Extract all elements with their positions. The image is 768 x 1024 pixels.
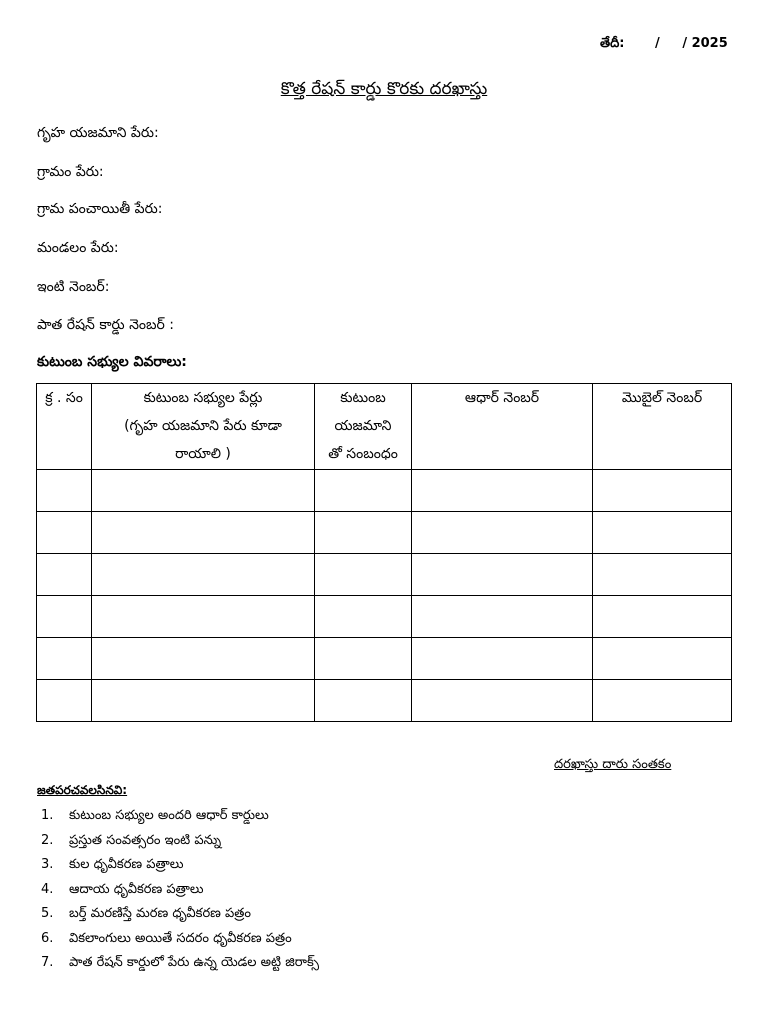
list-item	[37, 880, 319, 905]
table-cell[interactable]	[37, 554, 92, 596]
list-number: 7.	[41, 955, 54, 970]
table-cell[interactable]	[593, 680, 732, 722]
table-header-row	[37, 384, 732, 470]
table-cell[interactable]	[92, 512, 315, 554]
col-mobile	[593, 384, 732, 470]
col-member-names	[92, 384, 315, 470]
col-relation	[315, 384, 412, 470]
table-cell[interactable]	[315, 596, 412, 638]
list-text: కుల ధృవీకరణ పత్రాలు	[69, 857, 184, 872]
table-row	[37, 638, 732, 680]
table-row	[37, 554, 732, 596]
list-number: 5.	[41, 906, 54, 921]
list-number: 2.	[41, 832, 54, 848]
header-line: తో సంబంధం	[328, 446, 398, 462]
table-cell[interactable]	[37, 596, 92, 638]
list-item	[37, 831, 319, 856]
header-line: కుటుంబ	[340, 390, 386, 406]
list-text: కుటుంబ సభ్యుల అందరి ఆధార్ కార్డులు	[69, 808, 269, 823]
table-cell[interactable]	[412, 512, 593, 554]
date-year: / 2025	[682, 36, 728, 51]
field-mandal-name: మండలం పేరు:	[37, 240, 119, 256]
field-owner-name: గృహ యజమాని పేరు:	[37, 125, 159, 141]
date-label: తేదీ:	[600, 36, 625, 51]
list-text: ప్రస్తుత సంవత్సరం ఇంటి పన్ను	[69, 832, 222, 848]
date-line	[600, 36, 728, 54]
header-line: మొబైల్ నెంబర్	[621, 390, 703, 406]
table-cell[interactable]	[412, 596, 593, 638]
header-line: కుటుంబ సభ్యుల పేర్లు	[143, 390, 263, 406]
field-panchayat-name: గ్రామ పంచాయితీ పేరు:	[37, 201, 163, 217]
table-cell[interactable]	[315, 470, 412, 512]
table-cell[interactable]	[92, 554, 315, 596]
table-cell[interactable]	[92, 680, 315, 722]
attachments-heading: జతపరచవలసినవి:	[37, 783, 128, 797]
table-cell[interactable]	[315, 554, 412, 596]
col-aadhaar	[412, 384, 593, 470]
table-cell[interactable]	[593, 554, 732, 596]
list-item	[37, 855, 319, 880]
table-cell[interactable]	[412, 554, 593, 596]
list-number: 3.	[41, 857, 54, 872]
table-cell[interactable]	[92, 638, 315, 680]
list-text: ఆదాయ ధృవీకరణ పత్రాలు	[69, 881, 204, 897]
list-text: పాత రేషన్ కార్డులో పేరు ఉన్న యెడల అట్టి జిరాక్స్	[69, 955, 320, 970]
list-number: 4.	[41, 881, 54, 897]
table-cell[interactable]	[593, 596, 732, 638]
applicant-signature: దరఖాస్తు దారు సంతకం	[554, 757, 672, 772]
list-text: వికలాంగులు అయితే సదరం ధృవీకరణ పత్రం	[69, 930, 292, 946]
header-line: యజమాని	[334, 418, 392, 434]
table-cell[interactable]	[593, 512, 732, 554]
attachments-list	[37, 806, 319, 978]
table-cell[interactable]	[315, 680, 412, 722]
table-row	[37, 596, 732, 638]
header-line: క్ర . సం	[45, 390, 83, 406]
table-row	[37, 512, 732, 554]
table-cell[interactable]	[412, 638, 593, 680]
list-text: బర్త్ మరణిస్తే మరణ ధృవీకరణ పత్రం	[69, 906, 251, 921]
table-cell[interactable]	[37, 470, 92, 512]
field-village-name: గ్రామం పేరు:	[37, 164, 104, 180]
table-row	[37, 470, 732, 512]
members-heading: కుటుంబ సభ్యుల వివరాలు:	[37, 354, 187, 370]
col-serial	[37, 384, 92, 470]
table-cell[interactable]	[412, 680, 593, 722]
table-cell[interactable]	[315, 638, 412, 680]
list-item	[37, 929, 319, 954]
header-line: రాయాలి )	[175, 446, 231, 462]
date-separator: /	[655, 36, 660, 51]
table-cell[interactable]	[37, 680, 92, 722]
page-title: కొత్త రేషన్ కార్డు కొరకు దరఖాస్తు	[280, 79, 488, 99]
list-item	[37, 806, 319, 831]
list-number: 6.	[41, 930, 54, 946]
field-old-ration-card: పాత రేషన్ కార్డు నెంబర్ :	[37, 317, 174, 333]
list-number: 1.	[41, 808, 54, 823]
header-line: ఆధార్ నెంబర్	[464, 390, 540, 406]
table-cell[interactable]	[37, 512, 92, 554]
table-cell[interactable]	[37, 638, 92, 680]
field-house-number: ఇంటి నెంబర్:	[37, 279, 110, 295]
table-cell[interactable]	[92, 470, 315, 512]
members-table	[36, 383, 732, 722]
table-cell[interactable]	[92, 596, 315, 638]
table-cell[interactable]	[315, 512, 412, 554]
table-cell[interactable]	[593, 470, 732, 512]
list-item	[37, 953, 319, 978]
table-row	[37, 680, 732, 722]
table-cell[interactable]	[593, 638, 732, 680]
header-line: (గృహ యజమాని పేరు కూడా	[124, 418, 282, 434]
table-cell[interactable]	[412, 470, 593, 512]
list-item	[37, 904, 319, 929]
